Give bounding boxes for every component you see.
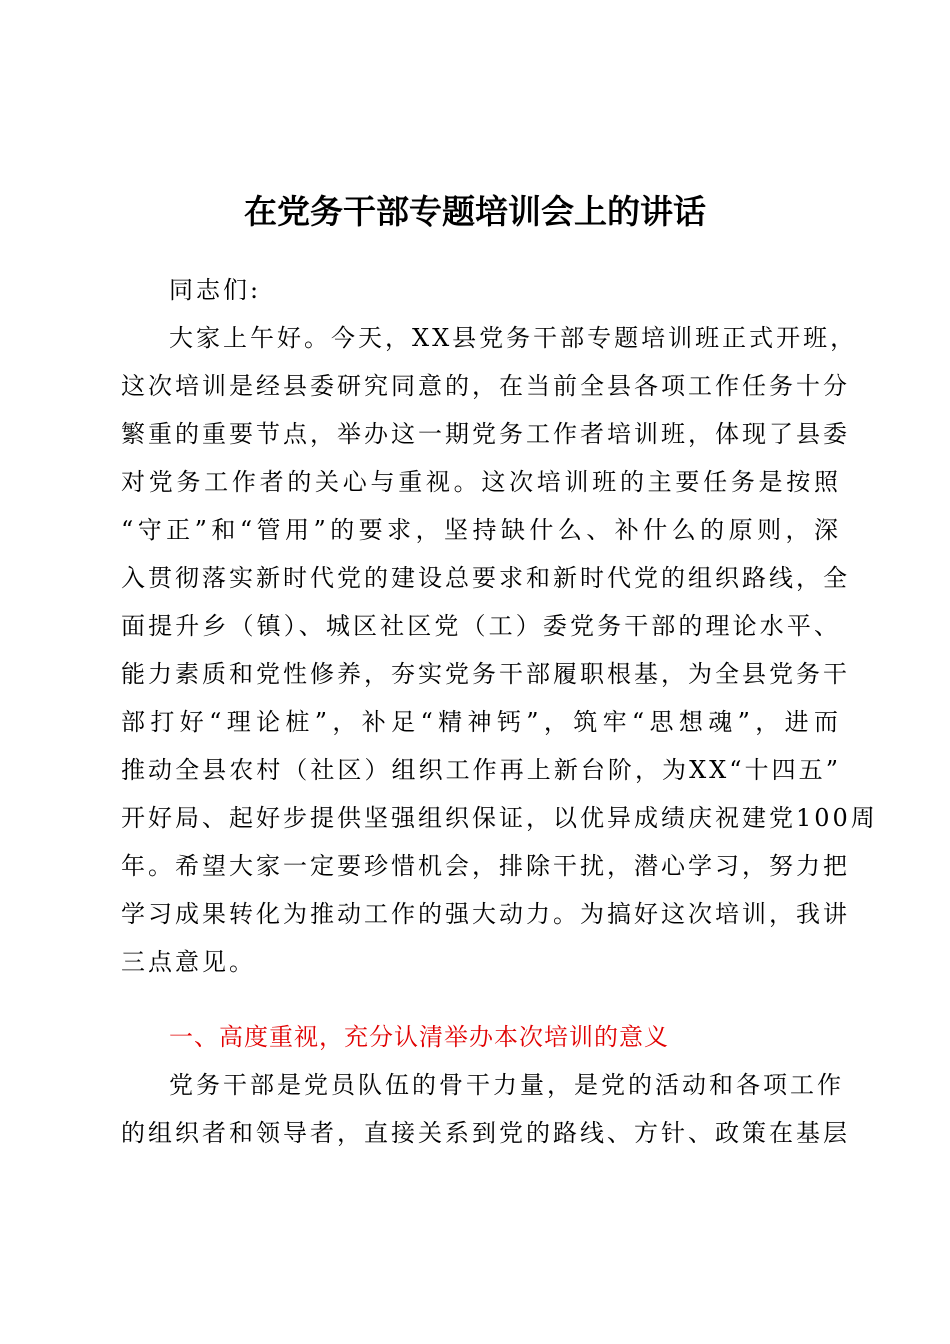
greeting: 同志们: [169, 276, 262, 304]
paragraph-line: 能力素质和党性修养，夯实党务干部履职根基，为全县党务干 [121, 660, 850, 688]
paragraph-line: 党务干部是党员队伍的骨干力量，是党的活动和各项工作 [169, 1071, 844, 1099]
paragraph-line: 学习成果转化为推动工作的强大动力。为搞好这次培训，我讲 [121, 900, 850, 928]
paragraph-line: 这次培训是经县委研究同意的，在当前全县各项工作任务十分 [121, 372, 850, 400]
paragraph-line: 年。希望大家一定要珍惜机会，排除干扰，潜心学习，努力把 [121, 852, 850, 880]
paragraph-line: 大家上午好。今天，XX县党务干部专题培训班正式开班， [169, 324, 858, 352]
paragraph-line: “守正”和“管用”的要求，坚持缺什么、补什么的原则，深 [121, 516, 841, 544]
paragraph-2 [121, 1061, 850, 1157]
paragraph-line: 对党务工作者的关心与重视。这次培训班的主要任务是按照 [121, 468, 841, 496]
paragraph-line: 面提升乡（镇）、城区社区党（工）委党务干部的理论水平、 [121, 612, 841, 640]
document-title: 在党务干部专题培训会上的讲话 [244, 192, 706, 231]
paragraph-line: 繁重的重要节点，举办这一期党务工作者培训班，体现了县委 [121, 420, 850, 448]
paragraph-1 [121, 314, 878, 986]
paragraph-line: 入贯彻落实新时代党的建设总要求和新时代党的组织路线，全 [121, 564, 850, 592]
paragraph-line: 三点意见。 [121, 948, 256, 976]
paragraph-line: 部打好“理论桩”，补足“精神钙”，筑牢“思想魂”，进而 [121, 708, 841, 736]
paragraph-line: 推动全县农村（社区）组织工作再上新台阶，为XX“十四五” [121, 756, 841, 784]
section-heading: 一、高度重视，充分认清举办本次培训的意义 [169, 1023, 669, 1051]
paragraph-line: 开好局、起好步提供坚强组织保证，以优异成绩庆祝建党100周 [121, 804, 878, 832]
paragraph-line: 的组织者和领导者，直接关系到党的路线、方针、政策在基层 [121, 1119, 850, 1147]
